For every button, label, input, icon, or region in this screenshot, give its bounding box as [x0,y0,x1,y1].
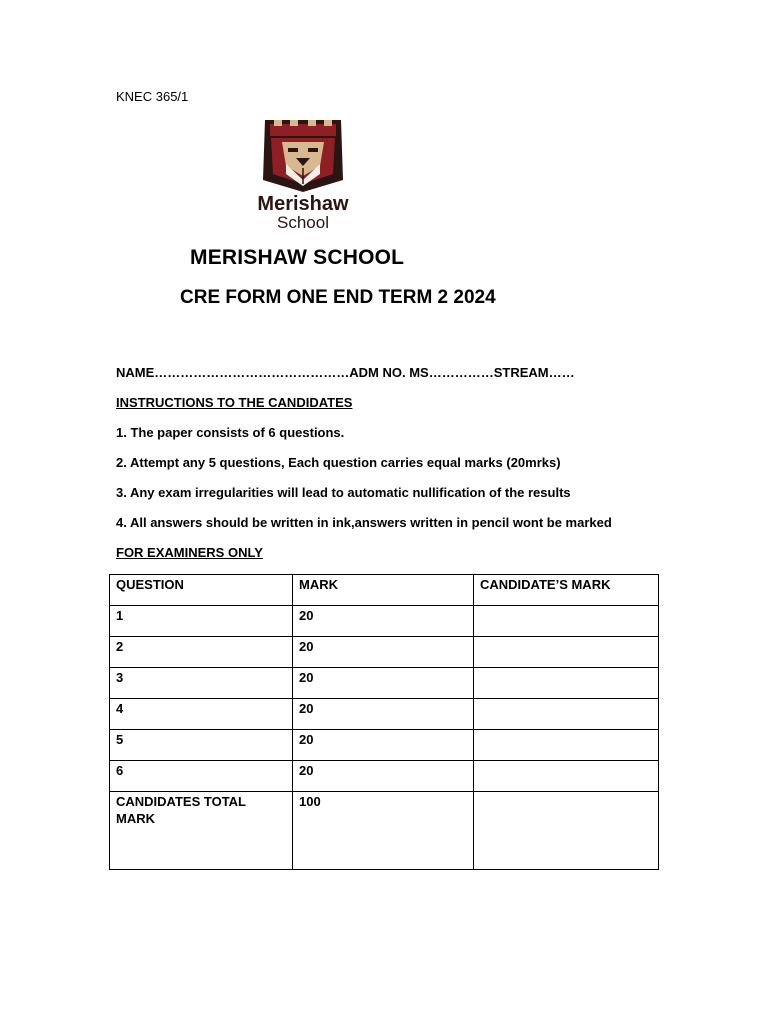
examiners-heading: FOR EXAMINERS ONLY [116,545,263,560]
mark-cell: 20 [293,730,474,761]
mark-cell: 20 [293,668,474,699]
exam-title: CRE FORM ONE END TERM 2 2024 [180,287,496,308]
candidate-mark-cell [474,637,659,668]
total-candidate-mark-cell [474,792,659,870]
question-number-cell: 4 [110,699,293,730]
question-number-cell: 2 [110,637,293,668]
total-row [110,792,659,870]
candidate-mark-cell [474,761,659,792]
candidate-mark-cell [474,699,659,730]
table-row [110,699,659,730]
table-header-row [110,575,659,606]
instructions-heading: INSTRUCTIONS TO THE CANDIDATES [116,395,353,410]
column-header-mark: MARK [293,575,474,606]
lion-crest-icon [263,120,343,192]
table-row [110,730,659,761]
instruction-item: 1. The paper consists of 6 questions. [116,425,345,440]
total-mark-cell: 100 [293,792,474,870]
question-number-cell: 5 [110,730,293,761]
table-row [110,606,659,637]
instruction-item: 2. Attempt any 5 questions, Each question carries equal marks (20mrks) [116,455,561,470]
instruction-item: 3. Any exam irregularities will lead to automatic nullification of the results [116,485,571,500]
instruction-item: 4. All answers should be written in ink,answers written in pencil wont be marked [116,515,612,530]
candidate-mark-cell [474,730,659,761]
total-label-cell: CANDIDATES TOTAL MARK [110,792,293,870]
school-logo [238,114,368,232]
mark-cell: 20 [293,606,474,637]
candidate-mark-cell [474,668,659,699]
exam-code: KNEC 365/1 [116,89,189,104]
logo-text-line1: Merishaw [257,193,349,215]
column-header-candidate-mark: CANDIDATE’S MARK [474,575,659,606]
question-number-cell: 6 [110,761,293,792]
logo-text-line2: School [277,213,329,232]
table-row [110,668,659,699]
school-title: MERISHAW SCHOOL [190,246,405,269]
question-number-cell: 3 [110,668,293,699]
student-details-line: NAME………………………………………ADM NO. MS……………STREAM…… [116,365,575,380]
column-header-question: QUESTION [110,575,293,606]
mark-cell: 20 [293,637,474,668]
mark-cell: 20 [293,761,474,792]
table-row [110,637,659,668]
marks-table [109,574,659,870]
candidate-mark-cell [474,606,659,637]
table-row [110,761,659,792]
question-number-cell: 1 [110,606,293,637]
mark-cell: 20 [293,699,474,730]
